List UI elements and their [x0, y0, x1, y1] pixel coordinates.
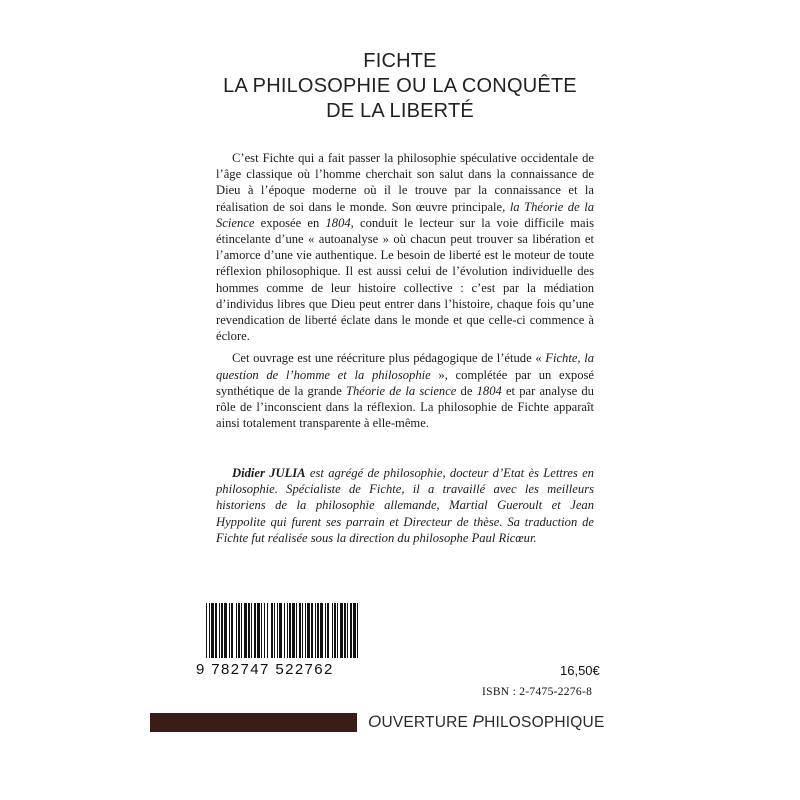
- collection-name: OUVERTURE PHILOSOPHIQUE: [368, 712, 605, 731]
- author-bio-text: est agrégé de philosophie, docteur d’Etat ès Lettres en philosophie. Spécialiste de Fichte, il a travaillé avec les meilleurs historiens de la philosophie allemande, Martial Gueroult et Jean Hyppolite qui furent ses parrain et Directeur de thèse. Sa traduction de Fichte fut réalisée sous la direction du philosophe Paul Ricœur.: [216, 466, 594, 545]
- work-title: Théorie de la science: [345, 383, 457, 398]
- isbn: ISBN : 2-7475-2276-8: [482, 686, 593, 698]
- price: 16,50€: [560, 663, 600, 678]
- work-title: la Théorie de la Science: [216, 199, 594, 230]
- book-summary: [216, 150, 594, 437]
- title-line-3: DE LA LIBERTÉ: [326, 100, 474, 122]
- title-line-2: LA PHILOSOPHIE OU LA CONQUÊTE: [223, 75, 577, 97]
- author-name: Didier JULIA: [232, 466, 306, 480]
- barcode-digits: 9 782747 522762: [196, 661, 334, 678]
- summary-paragraph-2: Cet ouvrage est une réécriture plus pédagogique de l’étude « Fichte, la question de l’homme et la philosophie », complétée par un exposé synthétique de la grande Théorie de la science de 1804 et par analyse du rôle de l’inconscient dans la réflexion. La philosophie de Fichte apparaît ainsi totalement transparente à elle-même.: [216, 351, 594, 431]
- collection-bar: [150, 713, 357, 732]
- author-bio: [216, 465, 594, 546]
- barcode: [205, 603, 360, 658]
- title-line-1: FICHTE: [363, 50, 437, 72]
- summary-paragraph-1: C’est Fichte qui a fait passer la philosophie spéculative occidentale de l’âge classique où l’homme cherchait son salut dans la connaissance de Dieu à l’époque moderne où il le trouve par la connaissance et la réalisation de soi dans le monde. Son œuvre principale, la Théorie de la Science exposée en 1804, conduit le lecteur sur la voie difficile mais étincelante d’une « autoanalyse » où chacun peut trouver sa libération et l’amorce d’une vie authentique. Le besoin de liberté est le moteur de toute réflexion philosophique. Il est aussi celui de l’évolution individuelle des hommes comme de leur histoire collective : c’est par la médiation d’individus libres que Dieu peut entrer dans l’histoire, chaque fois qu’une revendication de liberté éclate dans le monde et que celle-ci commence à éclore.: [216, 151, 594, 344]
- work-title: Fichte, la question de l’homme et la philosophie: [216, 351, 594, 382]
- book-title: [150, 49, 650, 124]
